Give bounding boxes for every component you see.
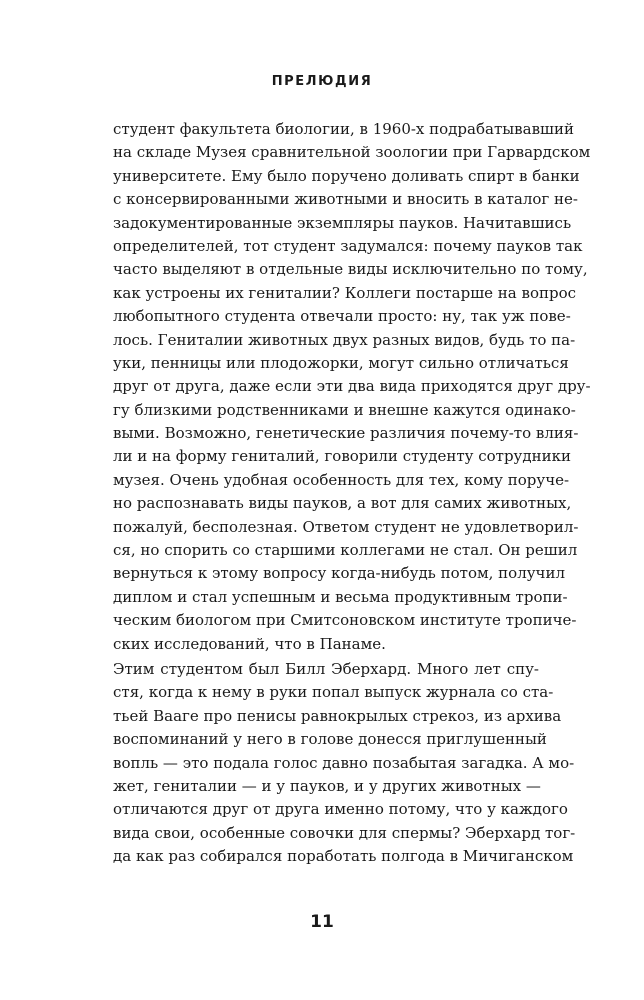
text-line: с консервированными животными и вносить в каталог не- <box>113 190 578 209</box>
text-line: уки, пенницы или плодожорки, могут сильно отличаться <box>113 353 569 372</box>
running-head: ПРЕЛЮДИЯ <box>271 74 373 89</box>
paragraph-1 <box>113 118 591 656</box>
text-line: но распознавать виды пауков, а вот для самих животных, <box>113 494 572 513</box>
text-line: задокументированные экземпляры пауков. Начитавшись <box>113 213 572 232</box>
text-line: как устроены их гениталии? Коллеги постарше на вопрос <box>113 283 577 302</box>
text-line: музея. Очень удобная особенность для тех, кому поруче- <box>113 470 570 489</box>
paragraph-2 <box>113 658 576 869</box>
text-line: Этим студентом был Билл Эберхард. Много лет спу- <box>113 660 539 678</box>
text-line: ских исследований, что в Панаме. <box>113 634 386 653</box>
text-line: ческим биологом при Смитсоновском институте тропиче- <box>113 611 577 630</box>
text-line: любопытного студента отвечали просто: ну, так уж пове- <box>113 307 571 326</box>
page-number: 11 <box>310 912 334 932</box>
text-line: да как раз собирался поработать полгода в Мичиганском <box>113 847 574 866</box>
text-line: вида свои, особенные совочки для спермы? Эберхард тог- <box>113 823 576 842</box>
text-line: отличаются друг от друга именно потому, что у каждого <box>113 800 568 819</box>
text-line: студент факультета биологии, в 1960-х подрабатывавший <box>113 120 574 138</box>
text-line: вопль — это подала голос давно позабытая загадка. А мо- <box>113 753 575 772</box>
text-line: ли и на форму гениталий, говорили студенту сотрудники <box>113 447 571 466</box>
text-line: диплом и стал успешным и весьма продуктивным тропи- <box>113 587 568 606</box>
text-line: лось. Гениталии животных двух разных видов, будь то па- <box>113 330 576 349</box>
text-line: жет, гениталии — и у пауков, и у других животных — <box>113 776 541 795</box>
text-line: вернуться к этому вопросу когда-нибудь потом, получил <box>113 564 565 583</box>
text-line: стя, когда к нему в руки попал выпуск журнала со ста- <box>113 683 554 702</box>
text-line: пожалуй, бесполезная. Ответом студент не удовлетворил- <box>113 517 579 536</box>
text-line: тьей Вааге про пенисы равнокрылых стрекоз, из архива <box>113 706 562 725</box>
text-line: определителей, тот студент задумался: почему пауков так <box>113 236 583 255</box>
text-line: выми. Возможно, генетические различия почему-то влия- <box>113 424 579 443</box>
text-line: на складе Музея сравнительной зоологии при Гарвардском <box>113 143 591 162</box>
text-line: часто выделяют в отдельные виды исключительно по тому, <box>113 260 588 279</box>
text-line: ся, но спорить со старшими коллегами не стал. Он решил <box>113 541 578 560</box>
text-line: воспоминаний у него в голове донесся приглушенный <box>113 730 547 749</box>
text-line: друг от друга, даже если эти два вида приходятся друг дру- <box>113 377 591 396</box>
text-line: гу близкими родственниками и внешне кажутся одинако- <box>113 400 576 419</box>
text-line: университете. Ему было поручено доливать спирт в банки <box>113 166 580 185</box>
